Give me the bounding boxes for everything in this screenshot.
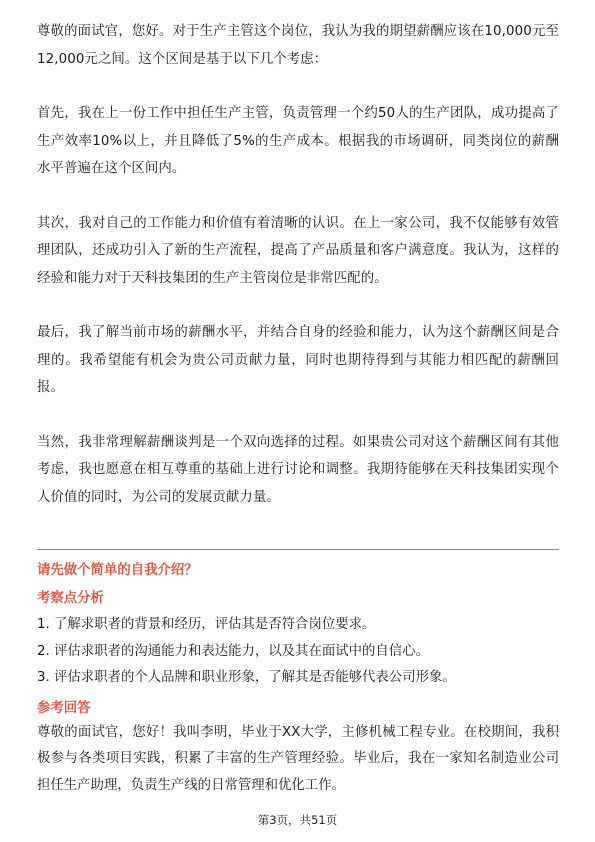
page-number: 第3页，共51页: [257, 813, 338, 827]
answer-heading: 参考回答: [37, 700, 91, 716]
question-title: 请先做个简单的自我介绍？: [37, 563, 198, 578]
analysis-item-1: 1. 了解求职者的背景和经历，评估其是否符合岗位要求。: [37, 617, 376, 632]
paragraph-first: 首先，我在上一份工作中担任生产主管，负责管理一个约50人的生产团队，成功提高了生产效率10%以上，并且降低了5%的生产成本。根据我的市场调研，同类岗位的薪酬水平普遍在这个区间内。: [37, 106, 559, 176]
section-divider: [37, 549, 559, 550]
paragraph-second: 其次，我对自己的工作能力和价值有着清晰的认识。在上一家公司，我不仅能够有效管理团队，还成功引入了新的生产流程，提高了产品质量和客户满意度。我认为，这样的经验和能力对于天科技集团的生产主管岗位是非常匹配的。: [37, 215, 559, 286]
answer-text: 尊敬的面试官，您好！我叫李明，毕业于XX大学，主修机械工程专业。在校期间，我积极参与各类项目实践，积累了丰富的生产管理经验。毕业后，我在一家知名制造业公司担任生产助理，负责生产线的日常管理和优化工作。: [37, 724, 559, 793]
question-section: [37, 560, 559, 799]
analysis-item-3: 3. 评估求职者的个人品牌和职业形象，了解其是否能够代表公司形象。: [37, 670, 456, 685]
paragraph-closing: 当然，我非常理解薪酬谈判是一个双向选择的过程。如果贵公司对这个薪酬区间有其他考虑，我也愿意在相互尊重的基础上进行讨论和调整。我期待能够在天科技集团实现个人价值的同时，为公司的发展贡献力量。: [37, 434, 559, 505]
salary-answer-body: [37, 18, 559, 511]
paragraph-intro: 尊敬的面试官，您好。对于生产主管这个岗位，我认为我的期望薪酬应该在10,000元至12,000元之间。这个区间是基于以下几个考虑：: [37, 24, 559, 67]
analysis-heading: 考察点分析: [37, 591, 104, 606]
analysis-item-2: 2. 评估求职者的沟通能力和表达能力，以及其在面试中的自信心。: [37, 643, 429, 659]
paragraph-last: 最后，我了解当前市场的薪酬水平，并结合自身的经验和能力，认为这个薪酬区间是合理的。我希望能有机会为贵公司贡献力量，同时也期待得到与其能力相匹配的薪酬回报。: [37, 325, 559, 395]
